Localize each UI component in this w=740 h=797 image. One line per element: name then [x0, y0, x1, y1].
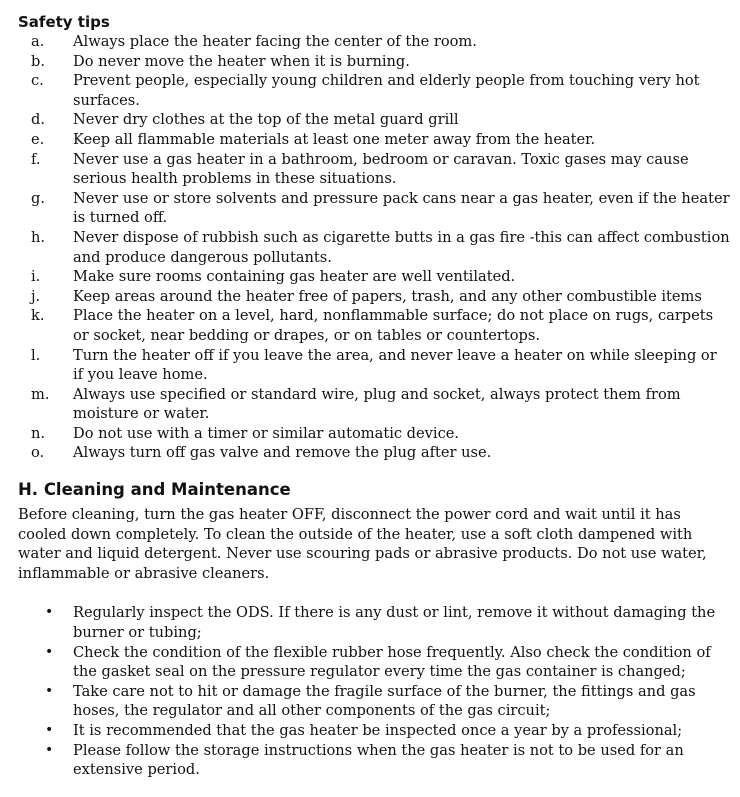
safety-tip-item: [18, 306, 730, 345]
safety-tip-item: [18, 267, 730, 287]
safety-tip-text: Always place the heater facing the center of the room.: [73, 33, 477, 50]
maintenance-bullet-item: [18, 741, 730, 780]
safety-tip-marker: m.: [31, 385, 50, 403]
maintenance-bullet-item: [18, 603, 730, 642]
safety-tip-text: Never dispose of rubbish such as cigarette butts in a gas fire -this can affect combustion and produce dangerous pollutants.: [73, 228, 730, 266]
safety-tip-item: [18, 32, 730, 52]
safety-tip-text: Never use a gas heater in a bathroom, bedroom or caravan. Toxic gases may cause serious health problems in these situations.: [73, 150, 689, 188]
safety-tip-text: Turn the heater off if you leave the area, and never leave a heater on while sleeping or if you leave home.: [73, 346, 717, 384]
maintenance-bullet-text: Take care not to hit or damage the fragile surface of the burner, the fittings and gas hoses, the regulator and all other components of the gas circuit;: [73, 682, 696, 720]
safety-tip-item: [18, 228, 730, 267]
safety-tip-item: [18, 71, 730, 110]
safety-tip-text: Do never move the heater when it is burning.: [73, 52, 410, 70]
safety-tip-marker: j.: [31, 287, 41, 305]
safety-tip-marker: k.: [31, 307, 45, 325]
safety-tips-list: [18, 32, 730, 463]
safety-tip-marker: l.: [31, 346, 41, 364]
safety-tip-marker: n.: [31, 424, 46, 442]
document-page: [18, 12, 730, 780]
maintenance-bullet-text: Please follow the storage instructions when the gas heater is not to be used for an extensive period.: [73, 741, 684, 779]
maintenance-bullet-item: [18, 721, 730, 741]
safety-tip-item: [18, 346, 730, 385]
safety-tip-item: [18, 287, 730, 307]
bullet-icon: •: [45, 722, 54, 738]
safety-tip-text: Keep all flammable materials at least one meter away from the heater.: [73, 130, 596, 148]
safety-tip-marker: i.: [31, 268, 41, 286]
maintenance-bullet-text: Check the condition of the flexible rubber hose frequently. Also check the condition of the gasket seal on the pressure regulator every time the gas container is changed;: [73, 643, 711, 681]
safety-tip-text: Prevent people, especially young children and elderly people from touching very hot surfaces.: [73, 72, 700, 109]
safety-tip-item: [18, 130, 730, 150]
maintenance-bullet-text: It is recommended that the gas heater be inspected once a year by a professional;: [73, 722, 683, 739]
safety-tip-marker: g.: [31, 189, 45, 207]
safety-tip-marker: a.: [31, 33, 45, 50]
safety-tip-marker: c.: [31, 72, 44, 90]
safety-tip-text: Always turn off gas valve and remove the plug after use.: [73, 444, 492, 462]
safety-tip-marker: d.: [31, 111, 45, 129]
safety-tip-item: [18, 443, 730, 463]
safety-tip-marker: f.: [31, 150, 41, 168]
safety-tip-item: [18, 52, 730, 72]
maintenance-bullet-item: [18, 682, 730, 721]
cleaning-intro-paragraph: Before cleaning, turn the gas heater OFF, disconnect the power cord and wait until it has cooled down completely. To clean the outside of the heater, use a soft cloth dampened with water and liquid detergent. Never use scouring pads or abrasive products. Do not use water, inflammable or abrasive cleaners.: [18, 506, 707, 582]
safety-tip-text: Keep areas around the heater free of papers, trash, and any other combustible items: [73, 287, 702, 305]
bullet-icon: •: [45, 682, 54, 699]
safety-tip-item: [18, 424, 730, 444]
cleaning-maintenance-heading: H. Cleaning and Maintenance: [18, 480, 291, 500]
bullet-icon: •: [45, 643, 54, 660]
safety-tip-marker: o.: [31, 444, 45, 462]
safety-tip-text: Never dry clothes at the top of the metal guard grill: [73, 111, 459, 129]
safety-tips-heading: Safety tips: [18, 13, 110, 31]
bullet-icon: •: [45, 741, 54, 758]
safety-tip-text: Always use specified or standard wire, plug and socket, always protect them from moisture or water.: [73, 385, 681, 423]
safety-tip-text: Make sure rooms containing gas heater are well ventilated.: [73, 268, 516, 286]
safety-tip-marker: h.: [31, 228, 46, 246]
maintenance-bullet-text: Regularly inspect the ODS. If there is any dust or lint, remove it without damaging the burner or tubing;: [73, 604, 716, 642]
safety-tip-marker: e.: [31, 130, 45, 148]
safety-tip-item: [18, 189, 730, 228]
safety-tip-marker: b.: [31, 52, 45, 70]
safety-tip-item: [18, 150, 730, 189]
maintenance-bullet-item: [18, 643, 730, 682]
maintenance-bullet-list: [18, 603, 730, 779]
safety-tip-text: Do not use with a timer or similar automatic device.: [73, 424, 460, 442]
safety-tip-text: Place the heater on a level, hard, nonflammable surface; do not place on rugs, carpets or socket, near bedding or drapes, or on tables or countertops.: [73, 307, 714, 344]
safety-tip-text: Never use or store solvents and pressure pack cans near a gas heater, even if the heater is turned off.: [73, 189, 730, 227]
safety-tip-item: [18, 385, 730, 424]
safety-tip-item: [18, 110, 730, 130]
bullet-icon: •: [45, 604, 54, 621]
